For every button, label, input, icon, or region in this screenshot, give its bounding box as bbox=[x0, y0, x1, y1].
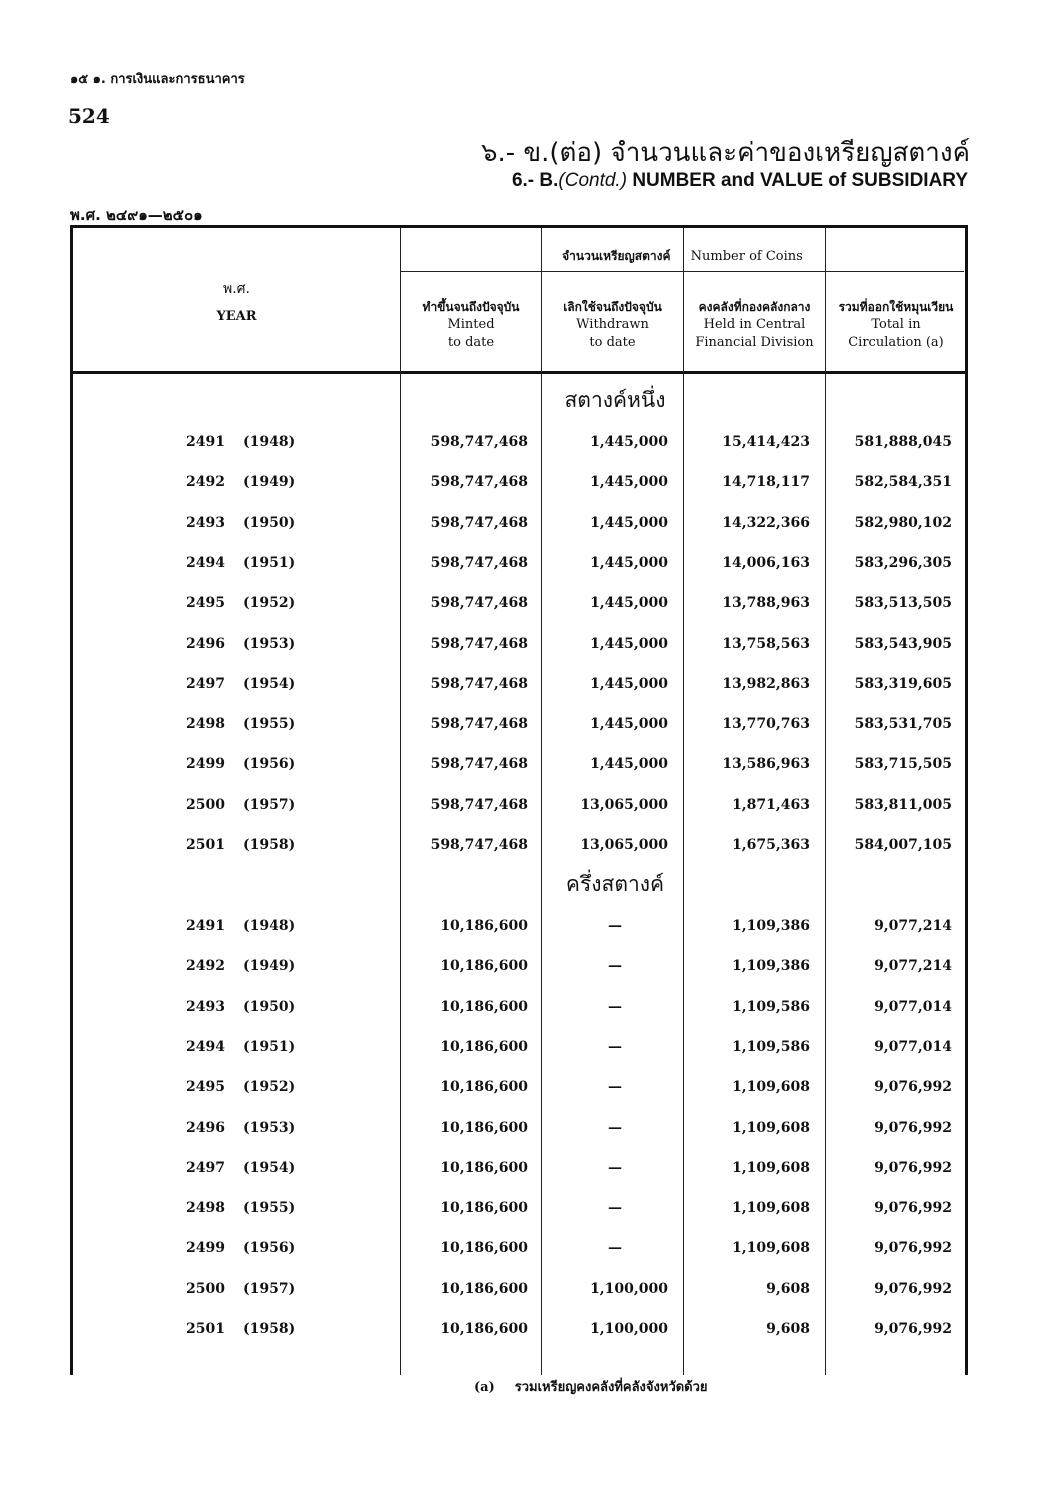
section-label: ครึ่งสตางค์ bbox=[565, 872, 665, 896]
withdrawn-cell: 1,445,000 bbox=[590, 636, 668, 652]
number-of-coins-header bbox=[401, 247, 964, 266]
withdrawn-cell: — bbox=[608, 1039, 622, 1055]
thai-year-cell: 2497 bbox=[186, 676, 225, 692]
total-cell: 583,296,305 bbox=[854, 555, 952, 571]
total-cell: 9,077,214 bbox=[874, 958, 952, 974]
table-row bbox=[0, 837, 1040, 857]
minted-cell: 10,186,600 bbox=[440, 1039, 528, 1055]
thai-year-cell: 2495 bbox=[186, 595, 225, 611]
withdrawn-cell: — bbox=[608, 1160, 622, 1176]
minted-cell: 10,186,600 bbox=[440, 1200, 528, 1216]
minted-column-header bbox=[401, 298, 541, 352]
table-row bbox=[0, 1120, 1040, 1140]
ce-year-cell: (1954) bbox=[243, 676, 296, 692]
minted-cell: 598,747,468 bbox=[430, 636, 528, 652]
total-cell: 583,715,505 bbox=[854, 756, 952, 772]
held-cell: 1,109,386 bbox=[732, 918, 810, 934]
thai-year-cell: 2493 bbox=[186, 515, 225, 531]
total-cell: 583,319,605 bbox=[854, 676, 952, 692]
year-header-english: YEAR bbox=[216, 309, 257, 324]
withdrawn-cell: 1,100,000 bbox=[590, 1281, 668, 1297]
minted-cell: 598,747,468 bbox=[430, 595, 528, 611]
withdrawn-cell: 13,065,000 bbox=[580, 837, 668, 853]
page-number: 524 bbox=[68, 104, 110, 128]
held-cell: 1,675,363 bbox=[732, 837, 810, 853]
held-cell: 1,109,608 bbox=[732, 1160, 810, 1176]
minted-cell: 598,747,468 bbox=[430, 555, 528, 571]
thai-year-cell: 2499 bbox=[186, 756, 225, 772]
ce-year-cell: (1955) bbox=[243, 716, 296, 732]
minted-cell: 598,747,468 bbox=[430, 756, 528, 772]
title-en-main: NUMBER and VALUE of SUBSIDIARY bbox=[632, 170, 968, 191]
column-header-en-line1: Held in Central bbox=[703, 317, 806, 332]
table-row bbox=[0, 1039, 1040, 1059]
withdrawn-cell: — bbox=[608, 1079, 622, 1095]
held-cell: 9,608 bbox=[766, 1281, 810, 1297]
year-column-header bbox=[73, 280, 400, 326]
total-cell: 584,007,105 bbox=[854, 837, 952, 853]
minted-cell: 10,186,600 bbox=[440, 918, 528, 934]
table-row bbox=[0, 797, 1040, 817]
table-row bbox=[0, 716, 1040, 736]
column-header-en-line1: Minted bbox=[447, 317, 495, 332]
withdrawn-cell: — bbox=[608, 999, 622, 1015]
withdrawn-cell: 1,445,000 bbox=[590, 676, 668, 692]
header-divider bbox=[70, 371, 968, 374]
total-cell: 583,811,005 bbox=[854, 797, 952, 813]
table-row bbox=[0, 595, 1040, 615]
ce-year-cell: (1953) bbox=[243, 1120, 296, 1136]
withdrawn-cell: 1,445,000 bbox=[590, 474, 668, 490]
ce-year-cell: (1957) bbox=[243, 797, 296, 813]
thai-year-cell: 2500 bbox=[186, 797, 225, 813]
column-header-en-line1: Withdrawn bbox=[576, 317, 649, 332]
held-cell: 1,871,463 bbox=[732, 797, 810, 813]
held-cell: 1,109,608 bbox=[732, 1200, 810, 1216]
held-cell: 1,109,608 bbox=[732, 1079, 810, 1095]
column-header-en-line2 bbox=[826, 334, 966, 352]
minted-cell: 10,186,600 bbox=[440, 958, 528, 974]
thai-year-cell: 2492 bbox=[186, 474, 225, 490]
thai-year-cell: 2501 bbox=[186, 837, 225, 853]
column-header-en-line1: Total in bbox=[871, 317, 921, 332]
section-label: สตางค์หนึ่ง bbox=[564, 388, 666, 412]
withdrawn-column-header bbox=[542, 298, 683, 352]
total-cell: 9,076,992 bbox=[874, 1240, 952, 1256]
ce-year-cell: (1950) bbox=[243, 999, 296, 1015]
title-en-prefix: 6.- B. bbox=[511, 170, 559, 191]
ce-year-cell: (1949) bbox=[243, 958, 296, 974]
held-cell: 13,982,863 bbox=[722, 676, 810, 692]
ce-year-cell: (1951) bbox=[243, 1039, 296, 1055]
thai-year-cell: 2498 bbox=[186, 716, 225, 732]
column-header-en-line2-text: Circulation bbox=[848, 335, 922, 350]
thai-year-cell: 2496 bbox=[186, 636, 225, 652]
thai-year-cell: 2496 bbox=[186, 1120, 225, 1136]
withdrawn-cell: 1,100,000 bbox=[590, 1321, 668, 1337]
minted-cell: 598,747,468 bbox=[430, 474, 528, 490]
footnote-reference: (a) bbox=[925, 335, 944, 350]
thai-year-cell: 2498 bbox=[186, 1200, 225, 1216]
total-cell: 9,076,992 bbox=[874, 1281, 952, 1297]
chapter-heading: ๑๕ ๑. การเงินและการธนาคาร bbox=[70, 72, 245, 87]
total-cell: 9,076,992 bbox=[874, 1079, 952, 1095]
ce-year-cell: (1954) bbox=[243, 1160, 296, 1176]
column-header-en-line2: to date bbox=[589, 335, 636, 350]
withdrawn-cell: 1,445,000 bbox=[590, 434, 668, 450]
withdrawn-cell: — bbox=[608, 918, 622, 934]
held-column-header bbox=[684, 298, 825, 352]
held-cell: 14,322,366 bbox=[722, 515, 810, 531]
minted-cell: 10,186,600 bbox=[440, 1079, 528, 1095]
total-cell: 581,888,045 bbox=[854, 434, 952, 450]
thai-year-cell: 2491 bbox=[186, 434, 225, 450]
withdrawn-cell: 1,445,000 bbox=[590, 555, 668, 571]
thai-year-cell: 2493 bbox=[186, 999, 225, 1015]
total-cell: 9,077,014 bbox=[874, 1039, 952, 1055]
minted-cell: 10,186,600 bbox=[440, 1120, 528, 1136]
table-title-english bbox=[512, 170, 968, 192]
held-cell: 9,608 bbox=[766, 1321, 810, 1337]
withdrawn-cell: — bbox=[608, 958, 622, 974]
minted-cell: 598,747,468 bbox=[430, 434, 528, 450]
held-cell: 1,109,386 bbox=[732, 958, 810, 974]
total-cell: 583,513,505 bbox=[854, 595, 952, 611]
withdrawn-cell: — bbox=[608, 1120, 622, 1136]
ce-year-cell: (1957) bbox=[243, 1281, 296, 1297]
table-row bbox=[0, 474, 1040, 494]
table-row bbox=[0, 1321, 1040, 1341]
footnote-text: รวมเหรียญคงคลังที่คลังจังหวัดด้วย bbox=[514, 1380, 708, 1395]
total-cell: 583,531,705 bbox=[854, 716, 952, 732]
ce-year-cell: (1956) bbox=[243, 1240, 296, 1256]
column-header-en-line2: Financial Division bbox=[695, 335, 814, 350]
total-cell: 583,543,905 bbox=[854, 636, 952, 652]
minted-cell: 10,186,600 bbox=[440, 1160, 528, 1176]
table-row bbox=[0, 756, 1040, 776]
column-header-thai: รวมที่ออกใช้หมุนเวียน bbox=[838, 300, 954, 314]
thai-year-cell: 2499 bbox=[186, 1240, 225, 1256]
table-row bbox=[0, 999, 1040, 1019]
total-cell: 582,980,102 bbox=[854, 515, 952, 531]
minted-cell: 598,747,468 bbox=[430, 515, 528, 531]
thai-year-cell: 2497 bbox=[186, 1160, 225, 1176]
minted-cell: 10,186,600 bbox=[440, 999, 528, 1015]
total-cell: 9,076,992 bbox=[874, 1321, 952, 1337]
held-cell: 13,770,763 bbox=[722, 716, 810, 732]
held-cell: 13,586,963 bbox=[722, 756, 810, 772]
minted-cell: 598,747,468 bbox=[430, 837, 528, 853]
title-en-contd: (Contd.) bbox=[558, 170, 628, 191]
table-row bbox=[0, 1281, 1040, 1301]
column-header-en-line2: to date bbox=[447, 335, 495, 350]
ce-year-cell: (1956) bbox=[243, 756, 296, 772]
ce-year-cell: (1958) bbox=[243, 837, 296, 853]
minted-cell: 598,747,468 bbox=[430, 716, 528, 732]
period-label: พ.ศ. ๒๔๙๑—๒๕๐๑ bbox=[70, 206, 203, 224]
withdrawn-cell: 1,445,000 bbox=[590, 595, 668, 611]
held-cell: 13,758,563 bbox=[722, 636, 810, 652]
held-cell: 1,109,608 bbox=[732, 1120, 810, 1136]
thai-year-cell: 2491 bbox=[186, 918, 225, 934]
table-row bbox=[0, 636, 1040, 656]
table-row bbox=[0, 958, 1040, 978]
thai-year-cell: 2500 bbox=[186, 1281, 225, 1297]
held-cell: 14,718,117 bbox=[722, 474, 810, 490]
table-row bbox=[0, 918, 1040, 938]
minted-cell: 10,186,600 bbox=[440, 1281, 528, 1297]
table-row bbox=[0, 555, 1040, 575]
total-column-header bbox=[826, 298, 966, 352]
year-header-thai: พ.ศ. bbox=[222, 281, 250, 297]
group-header-english: Number of Coins bbox=[690, 249, 803, 264]
minted-cell: 598,747,468 bbox=[430, 797, 528, 813]
table-row bbox=[0, 676, 1040, 696]
total-cell: 9,077,014 bbox=[874, 999, 952, 1015]
held-cell: 1,109,586 bbox=[732, 999, 810, 1015]
thai-year-cell: 2495 bbox=[186, 1079, 225, 1095]
ce-year-cell: (1950) bbox=[243, 515, 296, 531]
total-cell: 9,076,992 bbox=[874, 1200, 952, 1216]
ce-year-cell: (1952) bbox=[243, 595, 296, 611]
minted-cell: 10,186,600 bbox=[440, 1240, 528, 1256]
thai-year-cell: 2494 bbox=[186, 555, 225, 571]
ce-year-cell: (1951) bbox=[243, 555, 296, 571]
column-header-thai: ทำขึ้นจนถึงปัจจุบัน bbox=[422, 300, 520, 314]
group-header-thai: จำนวนเหรียญสตางค์ bbox=[562, 249, 671, 263]
ce-year-cell: (1952) bbox=[243, 1079, 296, 1095]
table-row bbox=[0, 515, 1040, 535]
ce-year-cell: (1949) bbox=[243, 474, 296, 490]
total-cell: 9,077,214 bbox=[874, 918, 952, 934]
footnote-mark: (a) bbox=[474, 1380, 495, 1395]
thai-year-cell: 2494 bbox=[186, 1039, 225, 1055]
total-cell: 9,076,992 bbox=[874, 1160, 952, 1176]
held-cell: 1,109,586 bbox=[732, 1039, 810, 1055]
table-row bbox=[0, 1079, 1040, 1099]
ce-year-cell: (1948) bbox=[243, 918, 296, 934]
table-row bbox=[0, 434, 1040, 454]
held-cell: 13,788,963 bbox=[722, 595, 810, 611]
ce-year-cell: (1958) bbox=[243, 1321, 296, 1337]
ce-year-cell: (1953) bbox=[243, 636, 296, 652]
table-row bbox=[0, 1240, 1040, 1260]
held-cell: 15,414,423 bbox=[722, 434, 810, 450]
withdrawn-cell: 1,445,000 bbox=[590, 716, 668, 732]
table-row bbox=[0, 1160, 1040, 1180]
table-row bbox=[0, 1200, 1040, 1220]
withdrawn-cell: 1,445,000 bbox=[590, 756, 668, 772]
column-header-thai: เลิกใช้จนถึงปัจจุบัน bbox=[563, 300, 662, 314]
withdrawn-cell: — bbox=[608, 1240, 622, 1256]
total-cell: 9,076,992 bbox=[874, 1120, 952, 1136]
minted-cell: 10,186,600 bbox=[440, 1321, 528, 1337]
thai-year-cell: 2492 bbox=[186, 958, 225, 974]
minted-cell: 598,747,468 bbox=[430, 676, 528, 692]
thai-year-cell: 2501 bbox=[186, 1321, 225, 1337]
ce-year-cell: (1955) bbox=[243, 1200, 296, 1216]
total-cell: 582,584,351 bbox=[854, 474, 952, 490]
held-cell: 1,109,608 bbox=[732, 1240, 810, 1256]
withdrawn-cell: 13,065,000 bbox=[580, 797, 668, 813]
ce-year-cell: (1948) bbox=[243, 434, 296, 450]
table-title-thai: ๖.- ข.(ต่อ) จำนวนและค่าของเหรียญสตางค์ bbox=[480, 138, 970, 168]
footnote bbox=[474, 1376, 708, 1397]
withdrawn-cell: — bbox=[608, 1200, 622, 1216]
held-cell: 14,006,163 bbox=[722, 555, 810, 571]
column-header-thai: คงคลังที่กองคลังกลาง bbox=[698, 300, 811, 314]
withdrawn-cell: 1,445,000 bbox=[590, 515, 668, 531]
